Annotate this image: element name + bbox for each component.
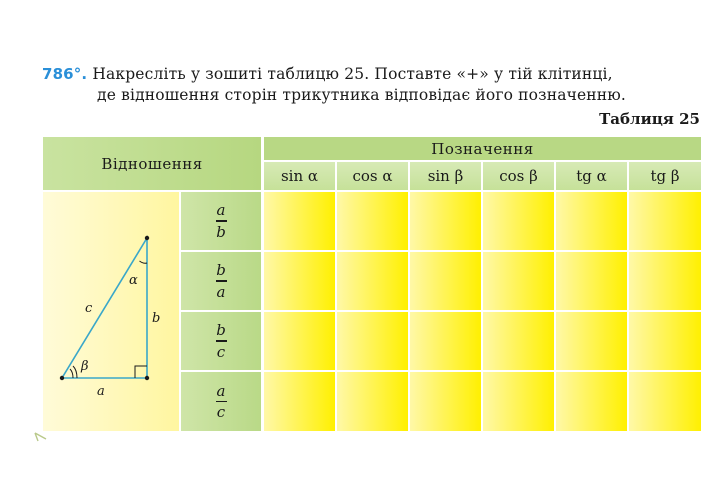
answer-cell[interactable] bbox=[556, 312, 627, 370]
label-leg-vertical: b bbox=[152, 311, 161, 326]
label-leg-horizontal: a bbox=[97, 384, 105, 399]
answer-cell[interactable] bbox=[556, 372, 627, 431]
problem-line-1 bbox=[42, 64, 702, 85]
answer-cell[interactable] bbox=[483, 372, 554, 431]
problem-number: 786°. bbox=[42, 65, 88, 83]
column-header: cos β bbox=[483, 162, 554, 190]
answer-cell[interactable] bbox=[337, 192, 408, 250]
answer-cell[interactable] bbox=[410, 252, 481, 310]
label-angle-beta: β bbox=[81, 359, 89, 374]
answer-cell[interactable] bbox=[483, 252, 554, 310]
ratio-a-over-c bbox=[181, 372, 261, 431]
answer-cell[interactable] bbox=[410, 192, 481, 250]
numerator: a bbox=[216, 381, 226, 400]
ratio-a-over-b bbox=[181, 192, 261, 250]
problem-line-1-text: Накресліть у зошиті таблицю 25. Поставте «+» у тій клітинці, bbox=[92, 65, 613, 83]
label-angle-alpha: α bbox=[129, 273, 138, 288]
numerator: b bbox=[216, 321, 226, 340]
answer-cell[interactable] bbox=[337, 312, 408, 370]
answer-cell[interactable] bbox=[337, 252, 408, 310]
answer-cell[interactable] bbox=[629, 372, 701, 431]
table-caption: Таблиця 25 bbox=[599, 110, 700, 128]
column-header: sin α bbox=[264, 162, 335, 190]
denominator: c bbox=[216, 342, 226, 361]
answer-cell[interactable] bbox=[264, 252, 335, 310]
answer-cell[interactable] bbox=[410, 312, 481, 370]
answer-cell[interactable] bbox=[629, 312, 701, 370]
column-header: cos α bbox=[337, 162, 408, 190]
right-triangle-diagram bbox=[43, 192, 179, 431]
label-hyp: c bbox=[85, 301, 93, 316]
problem-line-2: де відношення сторін трикутника відповідає його позначенню. bbox=[97, 86, 626, 104]
answer-cell[interactable] bbox=[410, 372, 481, 431]
answer-cell[interactable] bbox=[337, 372, 408, 431]
header-notation: Позначення bbox=[264, 137, 701, 160]
ratio-b-over-c bbox=[181, 312, 261, 370]
header-relation: Відношення bbox=[43, 137, 261, 190]
corner-mark-icon bbox=[34, 432, 48, 442]
answer-cell[interactable] bbox=[264, 192, 335, 250]
answer-cell[interactable] bbox=[264, 372, 335, 431]
answer-cell[interactable] bbox=[556, 252, 627, 310]
answer-cell[interactable] bbox=[264, 312, 335, 370]
ratio-table bbox=[43, 137, 701, 431]
denominator: c bbox=[216, 403, 226, 422]
answer-cell[interactable] bbox=[483, 192, 554, 250]
numerator: b bbox=[216, 261, 226, 280]
answer-cell[interactable] bbox=[483, 312, 554, 370]
problem-text bbox=[42, 64, 702, 106]
answer-cell[interactable] bbox=[629, 252, 701, 310]
triangle-cell bbox=[43, 192, 179, 431]
column-header: tg β bbox=[629, 162, 701, 190]
denominator: a bbox=[216, 282, 226, 301]
column-header: sin β bbox=[410, 162, 481, 190]
answer-cell[interactable] bbox=[556, 192, 627, 250]
ratio-b-over-a bbox=[181, 252, 261, 310]
numerator: a bbox=[216, 201, 226, 220]
column-header: tg α bbox=[556, 162, 627, 190]
answer-cell[interactable] bbox=[629, 192, 701, 250]
denominator: b bbox=[216, 222, 226, 241]
